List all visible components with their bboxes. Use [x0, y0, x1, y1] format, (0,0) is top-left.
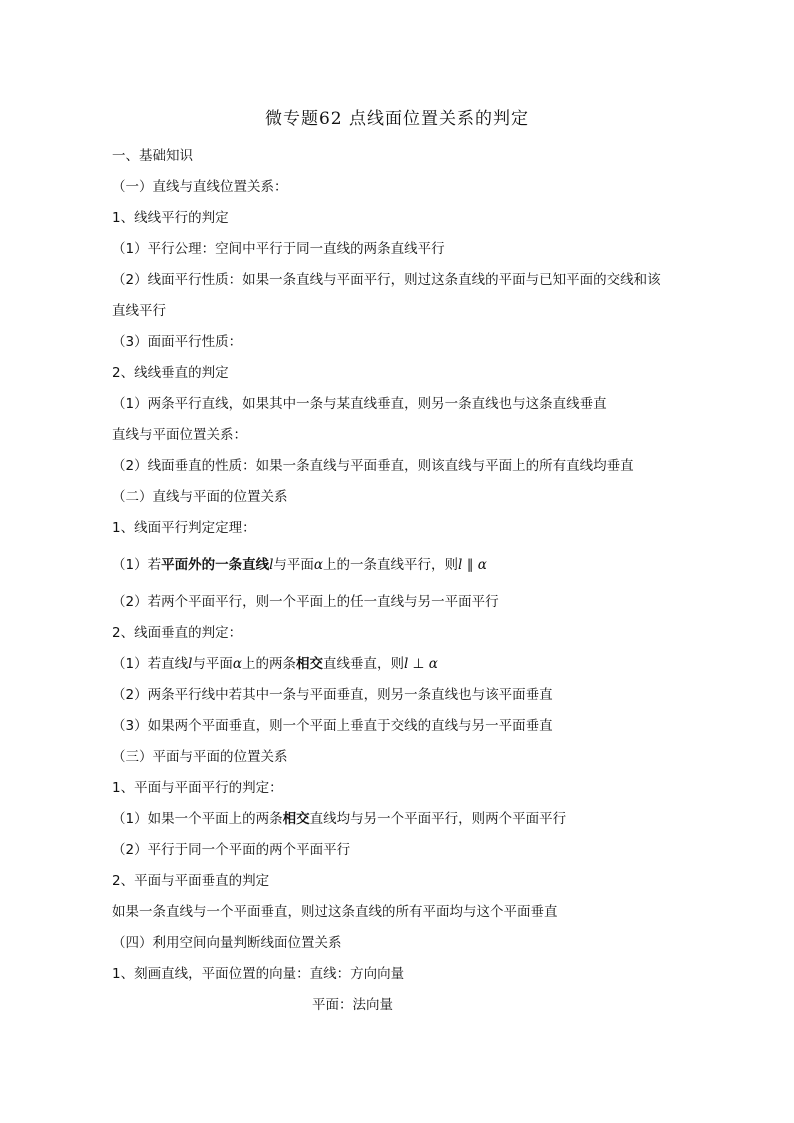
text-line: （1）两条平行直线，如果其中一条与某直线垂直，则另一条直线也与这条直线垂直	[112, 396, 607, 412]
text-span: （1）若直线	[112, 656, 189, 672]
math-symbol: α	[313, 557, 324, 573]
bold-text: 相交	[296, 656, 324, 672]
math-symbol: l	[269, 557, 274, 573]
subsection-heading: （三）平面与平面的位置关系	[112, 749, 288, 765]
math-operator: ∥	[462, 557, 478, 573]
text-line: （2）两条平行线中若其中一条与平面垂直，则另一条直线也与该平面垂直	[112, 687, 553, 703]
text-span: 直线均与另一个平面平行，则两个平面平行	[309, 811, 567, 827]
math-symbol: α	[232, 656, 243, 672]
bold-text: 平面外的一条直线	[161, 557, 270, 573]
subsection-heading: （一）直线与直线位置关系：	[112, 179, 288, 195]
text-line: 直线平行	[112, 303, 166, 319]
topic-heading: 2、线线垂直的判定	[112, 365, 229, 381]
text-line: （1）平行公理：空间中平行于同一直线的两条直线平行	[112, 241, 445, 257]
text-line: （2）线面垂直的性质：如果一条直线与平面垂直，则该直线与平面上的所有直线均垂直	[112, 458, 634, 474]
math-symbol: α	[477, 557, 487, 573]
topic-heading: 1、线面平行判定定理：	[112, 520, 256, 536]
text-span: 上的两条	[242, 656, 297, 672]
topic-heading: 1、线线平行的判定	[112, 210, 229, 226]
text-line: （3）面面平行性质：	[112, 334, 243, 350]
text-line: 平面：法向量	[312, 997, 393, 1013]
topic-heading: 1、刻画直线，平面位置的向量：直线：方向向量	[112, 966, 405, 982]
text-line: （2）平行于同一个平面的两个平面平行	[112, 842, 351, 858]
topic-heading: 2、线面垂直的判定：	[112, 625, 243, 641]
text-line: （2）线面平行性质：如果一条直线与平面平行，则过这条直线的平面与已知平面的交线和该	[112, 272, 661, 288]
section-heading: 一、基础知识	[112, 148, 193, 164]
text-span: 与平面	[192, 656, 233, 672]
bold-text: 相交	[282, 811, 310, 827]
math-symbol: l	[458, 557, 463, 573]
page-title: 微专题62 点线面位置关系的判定	[264, 109, 530, 129]
text-line: 如果一条直线与一个平面垂直，则过这条直线的所有平面均与这个平面垂直	[112, 904, 558, 920]
text-span: 与平面	[273, 557, 314, 573]
math-symbol: l	[404, 656, 409, 672]
text-line: 直线与平面位置关系：	[112, 427, 247, 443]
text-span: 直线垂直，则	[323, 656, 405, 672]
math-operator: ⊥	[408, 656, 429, 672]
topic-heading: 2、平面与平面垂直的判定	[112, 873, 270, 889]
text-line: （2）若两个平面平行，则一个平面上的任一直线与另一平面平行	[112, 594, 499, 610]
text-span: 上的一条直线平行，则	[323, 557, 459, 573]
text-line	[112, 809, 566, 829]
text-span: （1）如果一个平面上的两条	[112, 811, 283, 827]
text-line	[112, 555, 487, 575]
subsection-heading: （二）直线与平面的位置关系	[112, 489, 288, 505]
text-span: （1）若	[112, 557, 162, 573]
topic-heading: 1、平面与平面平行的判定：	[112, 780, 283, 796]
math-symbol: α	[428, 656, 438, 672]
math-symbol: l	[188, 656, 193, 672]
subsection-heading: （四）利用空间向量判断线面位置关系	[112, 935, 342, 951]
text-line: （3）如果两个平面垂直，则一个平面上垂直于交线的直线与另一平面垂直	[112, 718, 553, 734]
text-line	[112, 654, 438, 674]
